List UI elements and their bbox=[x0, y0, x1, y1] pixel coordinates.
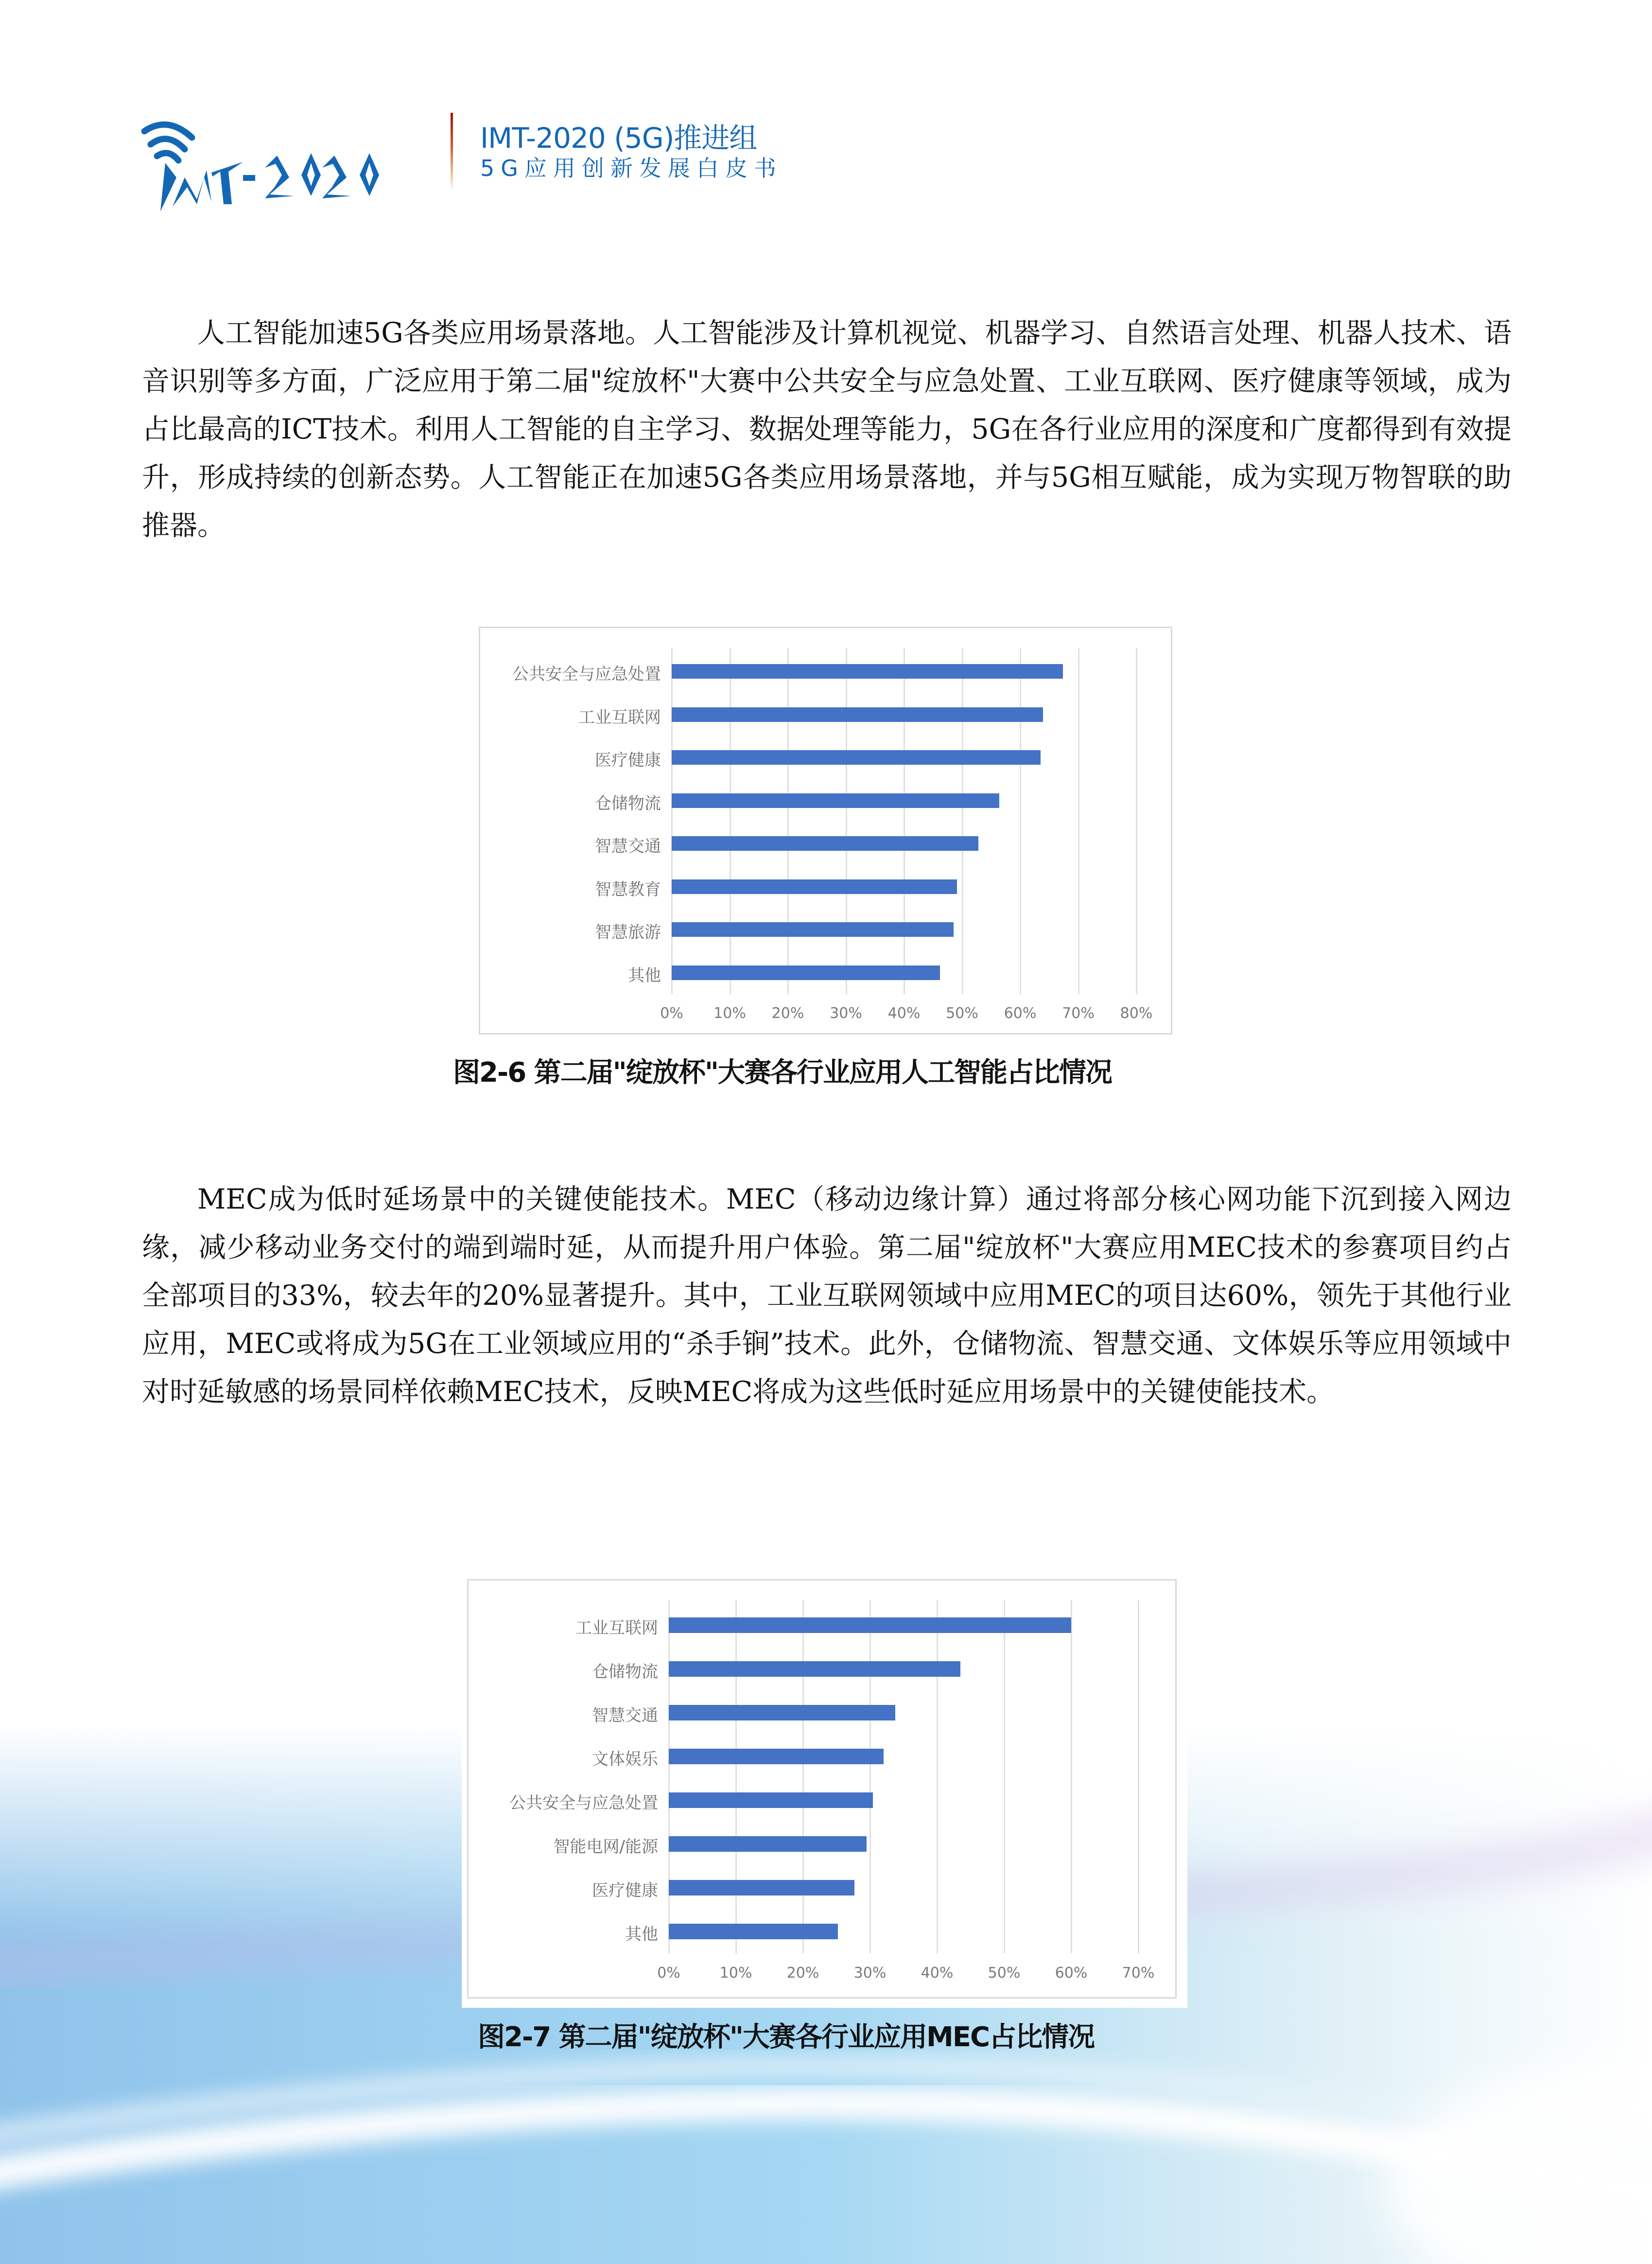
gridline bbox=[937, 1600, 938, 1953]
category-label: 工业互联网 bbox=[575, 1618, 658, 1638]
x-tick-label: 10% bbox=[719, 1965, 752, 1982]
category-label: 公共安全与应急处置 bbox=[512, 665, 661, 684]
chart-ai-share bbox=[479, 627, 1172, 1035]
bar bbox=[672, 793, 999, 808]
category-label: 智能电网/能源 bbox=[553, 1837, 658, 1857]
bar bbox=[672, 879, 957, 894]
category-label: 智慧旅游 bbox=[595, 923, 661, 942]
gridline bbox=[671, 648, 673, 994]
x-tick-label: 0% bbox=[660, 1005, 683, 1022]
signal-wave-icon bbox=[144, 124, 192, 138]
paragraph-ai: 人工智能加速5G各类应用场景落地。人工智能涉及计算机视觉、机器学习、自然语言处理、机器人技术、语音识别等多方面，广泛应用于第二届"绽放杯"大赛中公共安全与应急处置、工业互联网、医疗健康等领域，成为占比最高的ICT技术。利用人工智能的自主学习、数据处理等能力，5G在各行业应用的深度和广度都得到有效提升，形成持续的创新态势。人工智能正在加速5G各类应用场景落地，并与5G相互赋能，成为实现万物智联的助推器。 bbox=[142, 317, 1512, 542]
bar bbox=[669, 1924, 838, 1939]
bar bbox=[672, 707, 1043, 722]
bar bbox=[669, 1792, 873, 1808]
x-tick-label: 40% bbox=[921, 1965, 954, 1982]
x-tick-label: 80% bbox=[1120, 1005, 1153, 1022]
x-tick-label: 50% bbox=[988, 1965, 1021, 1982]
paragraph-mec: MEC成为低时延场景中的关键使能技术。MEC（移动边缘计算）通过将部分核心网功能下沉到接入网边缘，减少移动业务交付的端到端时延，从而提升用户体验。第二届"绽放杯"大赛应用MEC技术的参赛项目约占全部项目的33%，较去年的20%显著提升。其中，工业互联网领域中应用MEC的项目达60%，领先于其他行业应用，MEC或将成为5G在工业领域应用的“杀手锏”技术。此外，仓储物流、智慧交通、文体娱乐等应用领域中对时延敏感的场景同样依赖MEC技术，反映MEC将成为这些低时延应用场景中的关键使能技术。 bbox=[142, 1183, 1512, 1408]
category-label: 智慧交通 bbox=[595, 837, 661, 856]
category-label: 仓储物流 bbox=[595, 793, 661, 813]
gridline bbox=[1004, 1600, 1005, 1953]
x-tick-label: 20% bbox=[771, 1005, 804, 1022]
x-tick-label: 30% bbox=[830, 1005, 862, 1022]
x-tick-label: 0% bbox=[657, 1965, 680, 1982]
gridline bbox=[730, 648, 731, 994]
category-label: 文体娱乐 bbox=[592, 1750, 658, 1769]
gridline bbox=[904, 648, 905, 994]
bar bbox=[672, 922, 954, 937]
figure-caption-2-6: 图2-6 第二届"绽放杯"大赛各行业应用人工智能占比情况 bbox=[453, 1057, 1112, 1088]
bar bbox=[669, 1749, 884, 1764]
gridline bbox=[668, 1600, 670, 1953]
bar bbox=[669, 1705, 895, 1720]
x-tick-label: 20% bbox=[786, 1965, 819, 1982]
figure-caption-2-7: 图2-7 第二届"绽放杯"大赛各行业应用MEC占比情况 bbox=[478, 2021, 1095, 2053]
gridline bbox=[1020, 648, 1021, 994]
bar bbox=[669, 1880, 854, 1895]
bar bbox=[672, 664, 1063, 679]
header-subtitle: 5G应用创新发展白皮书 bbox=[480, 155, 783, 181]
gridline bbox=[802, 1600, 804, 1953]
bar bbox=[669, 1661, 960, 1677]
x-tick-label: 10% bbox=[713, 1005, 746, 1022]
category-label: 医疗健康 bbox=[595, 751, 661, 770]
chart-plot-area bbox=[669, 1600, 1138, 1953]
chart-mec-share bbox=[467, 1579, 1177, 1999]
gridline bbox=[787, 648, 789, 994]
bar bbox=[672, 750, 1041, 765]
category-label: 医疗健康 bbox=[592, 1881, 658, 1900]
x-tick-label: 30% bbox=[853, 1965, 887, 1982]
header-separator bbox=[451, 113, 453, 191]
gridline bbox=[1138, 1600, 1139, 1953]
bar bbox=[672, 836, 978, 851]
gridline bbox=[1136, 648, 1137, 994]
x-tick-label: 60% bbox=[1055, 1965, 1088, 1982]
category-label: 工业互联网 bbox=[578, 707, 661, 727]
header-title: IMT-2020 (5G)推进组 bbox=[480, 122, 757, 155]
x-tick-label: 70% bbox=[1122, 1965, 1155, 1982]
imt2020-logo bbox=[139, 109, 430, 224]
category-label: 公共安全与应急处置 bbox=[509, 1793, 658, 1813]
category-label: 其他 bbox=[628, 965, 661, 985]
gridline bbox=[1071, 1600, 1072, 1953]
x-tick-label: 40% bbox=[887, 1005, 921, 1022]
gridline bbox=[869, 1600, 871, 1953]
x-tick-label: 50% bbox=[946, 1005, 978, 1022]
x-tick-label: 70% bbox=[1062, 1005, 1095, 1022]
gridline bbox=[735, 1600, 737, 1953]
bar bbox=[669, 1617, 1071, 1633]
chart-plot-area bbox=[672, 648, 1138, 994]
x-tick-label: 60% bbox=[1004, 1005, 1037, 1022]
bar bbox=[672, 965, 940, 980]
gridline bbox=[1078, 648, 1079, 994]
category-label: 仓储物流 bbox=[592, 1662, 658, 1682]
gridline bbox=[846, 648, 847, 994]
category-label: 其他 bbox=[625, 1925, 658, 1944]
category-label: 智慧教育 bbox=[595, 879, 661, 899]
bar bbox=[669, 1836, 867, 1852]
category-label: 智慧交通 bbox=[592, 1706, 658, 1725]
gridline bbox=[962, 648, 963, 994]
